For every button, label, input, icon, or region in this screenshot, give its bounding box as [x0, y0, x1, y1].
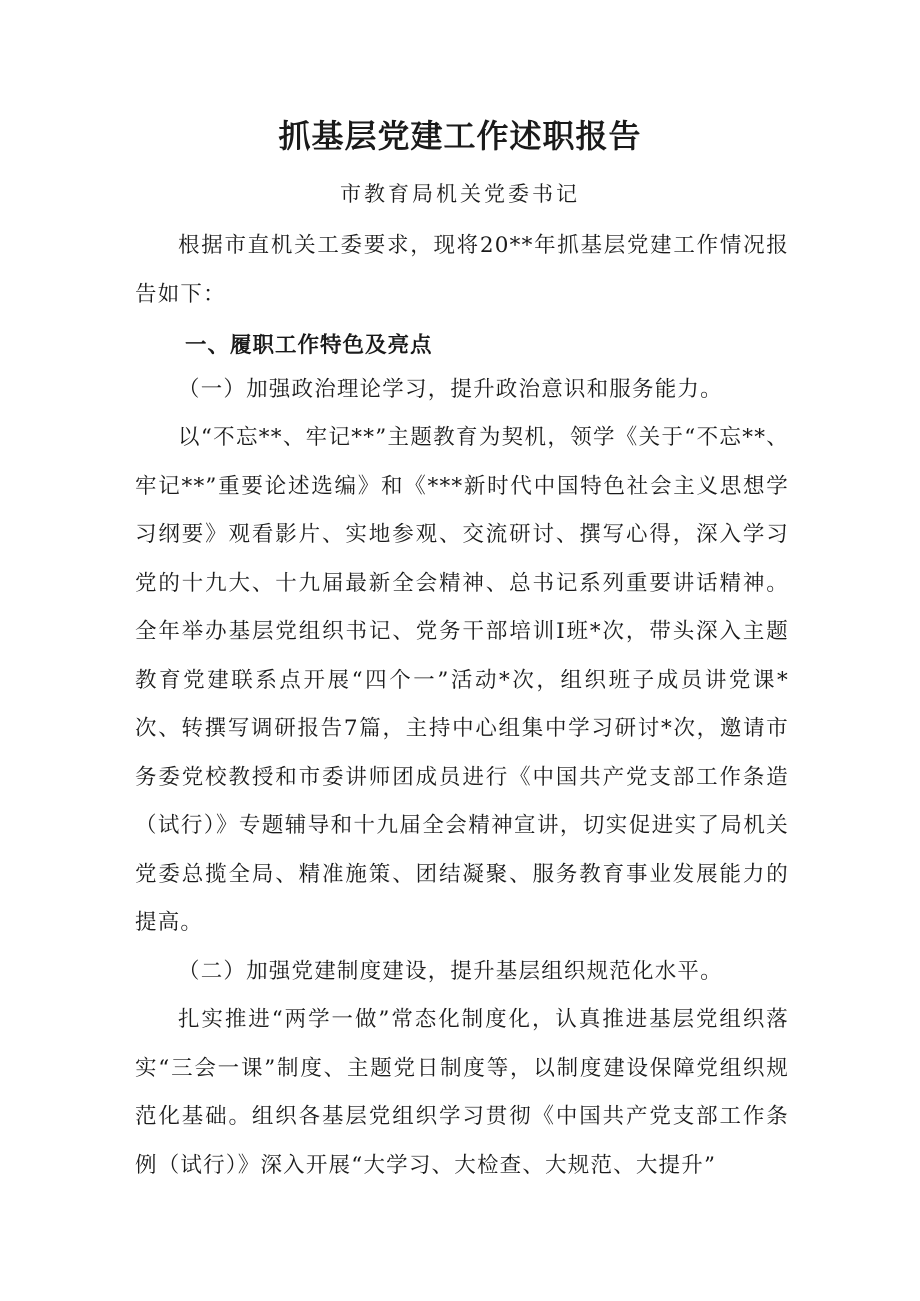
- body-paragraph-1: 以“不忘**、牢记**”主题教育为契机，领学《关于“不忘**、牢记**”重要论述选编》和《***新时代中国特色社会主义思想学习纲要》观看影片、实地参观、交流研讨、撰写心得，深入学习党的十九大、十九届最新全会精神、总书记系列重要讲话精神。全年举办基层党组织书记、党务干部培训I班*次，带头深入主题教育党建联系点开展“四个一”活动*次，组织班子成员讲党课*次、转撰写调研报告7篇，主持中心组集中学习研讨*次，邀请市务委党校教授和市委讲师团成员进行《中国共产党支部工作条造（试行）》专题辅导和十九届全会精神宣讲，切实促进实了局机关党委总揽全局、精准施策、团结凝聚、服务教育事业发展能力的提高。: [135, 425, 789, 935]
- document-subtitle: 市教育局机关党委书记: [340, 182, 580, 206]
- subsection-heading-2: （二）加强党建制度建设，提升基层组织规范化水平。: [178, 959, 723, 984]
- body-paragraph-2: 扎实推进“两学一做”常态化制度化，认真推进基层党组织落实“三会一课”制度、主题党日制度等，以制度建设保障党组织规范化基础。组织各基层党组织学习贯彻《中国共产党支部工作条例（试行）》深入开展“大学习、大检查、大规范、大提升”: [135, 1007, 789, 1178]
- section-heading: 一、履职工作特色及亮点: [185, 333, 433, 358]
- intro-paragraph: 根据市直机关工委要求，现将20**年抓基层党建工作情况报告如下：: [135, 233, 789, 307]
- subsection-heading-1: （一）加强政治理论学习，提升政治意识和服务能力。: [178, 377, 723, 402]
- document-title: 抓基层党建工作述职报告: [278, 117, 642, 155]
